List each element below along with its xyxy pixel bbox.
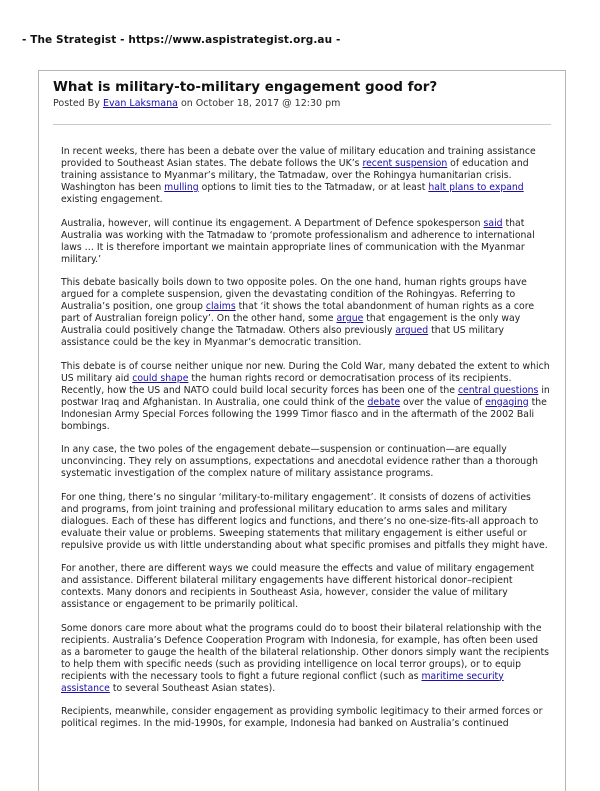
paragraph-text: options to limit ties to the Tatmadaw, or at least xyxy=(198,182,429,193)
paragraph-text: This debate is of course neither unique nor new. During the Cold War, many debated the extent to which US military aid xyxy=(61,360,550,384)
inline-link[interactable]: central questions xyxy=(457,384,539,396)
article-paragraph xyxy=(61,623,551,695)
inline-link[interactable]: debate xyxy=(367,396,401,408)
inline-link[interactable]: argue xyxy=(336,313,364,324)
author-link[interactable]: Evan Laksmana xyxy=(102,98,178,109)
paragraph-text: Australia, however, will continue its engagement. A Department of Defence spokesperson xyxy=(61,217,484,229)
inline-link[interactable]: said xyxy=(483,217,503,229)
site-header: - The Strategist - https://www.aspistrategist.org.au - xyxy=(22,34,341,46)
inline-link[interactable]: mulling xyxy=(164,182,199,193)
paragraph-text: Some donors care more about what the programs could do to boost their bilateral relationship with the recipients. Australia’s Defence Cooperation Program with Indonesia, for example, has often been used as a barometer to gauge the health of the bilateral relationship. Other donors simply want the recipients to help them with specific needs (such as providing intelligence on local terror groups), or to equip recipients with the necessary tools to fight a future regional conflict (such as xyxy=(61,622,549,682)
paragraph-text: In any case, the two poles of the engagement debate—suspension or continuation—are equally unconvincing. They rely on assumptions, expectations and anecdotal evidence rather than a thorough systematic investigation of the complex nature of military assistance programs. xyxy=(61,444,538,479)
article-title: What is military-to-military engagement good for? xyxy=(53,79,438,95)
article-paragraph xyxy=(61,706,551,730)
paragraph-text: the human rights record or democratisation process of its recipients. Recently, how the US and NATO could build local security forces has been one of the xyxy=(61,372,512,396)
post-date: on October 18, 2017 @ 12:30 pm xyxy=(177,98,341,109)
inline-link[interactable]: halt plans to expand xyxy=(428,182,524,193)
paragraph-text: In recent weeks, there has been a debate over the value of military education and training assistance provided to Southeast Asian states. The debate follows the UK’s xyxy=(61,146,536,169)
paragraph-text: to several Southeast Asian states). xyxy=(109,682,276,694)
paragraph-text: Recipients, meanwhile, consider engagement as providing symbolic legitimacy to their armed forces or political regimes. In the mid-1990s, for example, Indonesia had banked on Australia’s continued xyxy=(61,706,543,729)
article-frame xyxy=(38,70,566,791)
inline-link[interactable]: claims xyxy=(205,301,236,312)
paragraph-text: existing engagement. xyxy=(61,194,163,205)
divider xyxy=(53,124,551,125)
paragraph-text: that ‘it shows the total abandonment of human rights as a core part of Australian foreign policy’. On the other hand, some xyxy=(61,301,535,324)
inline-link[interactable]: argued xyxy=(395,325,429,336)
article-paragraph xyxy=(61,492,551,552)
posted-by-label: Posted By xyxy=(53,98,103,109)
article-paragraph xyxy=(61,444,551,480)
article-paragraph xyxy=(61,277,551,349)
inline-link[interactable]: engaging xyxy=(485,396,529,408)
article-paragraph xyxy=(61,361,551,433)
article-meta xyxy=(53,98,340,109)
inline-link[interactable]: could shape xyxy=(132,372,189,384)
paragraph-text: that Australia was working with the Tatmadaw to ‘promote professionalism and adherence to international laws … It is therefore important we maintain appropriate lines of communication with the Myanmar military.’ xyxy=(61,217,535,265)
article-paragraph xyxy=(61,146,551,206)
paragraph-text: that US military assistance could be the key in Myanmar’s democratic transition. xyxy=(61,325,505,348)
paragraph-text: This debate basically boils down to two opposite poles. On the one hand, human rights groups have argued for a complete suspension, given the devastating condition of the Rohingyas. Referring to Australia’s position, one group xyxy=(61,277,527,312)
paragraph-text: For another, there are different ways we could measure the effects and value of military engagement and assistance. Different bilateral military engagements have different historical donor–recipient contexts. Many donors and recipients in Southeast Asia, however, consider the value of military assistance or engagement to be primarily political. xyxy=(61,563,535,610)
paragraph-text: the Indonesian Army Special Forces following the 1999 Timor fiasco and in the aftermath of the 2002 Bali bombings. xyxy=(61,396,547,432)
paragraph-text: in postwar Iraq and Afghanistan. In Australia, one could think of the xyxy=(61,384,550,408)
article-paragraph xyxy=(61,218,551,266)
paragraph-text: of education and training assistance to Myanmar’s military, the Tatmadaw, over the Rohingya humanitarian crisis. Washington has been xyxy=(61,158,529,193)
article-paragraph xyxy=(61,563,551,611)
paragraph-text: over the value of xyxy=(400,396,486,408)
article-body xyxy=(61,146,551,742)
inline-link[interactable]: maritime security assistance xyxy=(61,670,504,694)
paragraph-text: that engagement is the only way Australia could positively change the Tatmadaw. Others also previously xyxy=(61,313,521,336)
inline-link[interactable]: recent suspension xyxy=(362,158,448,169)
paragraph-text: For one thing, there’s no singular ‘military-to-military engagement’. It consists of dozens of activities and programs, from joint training and professional military education to arms sales and military dialogues. Each of these has different logics and functions, and there’s no one-size-fits-all approach to evaluate their value or problems. Sweeping statements that military engagement is either useful or repulsive provide us with little understanding about what specific promises and pitfalls they might have. xyxy=(61,491,548,551)
